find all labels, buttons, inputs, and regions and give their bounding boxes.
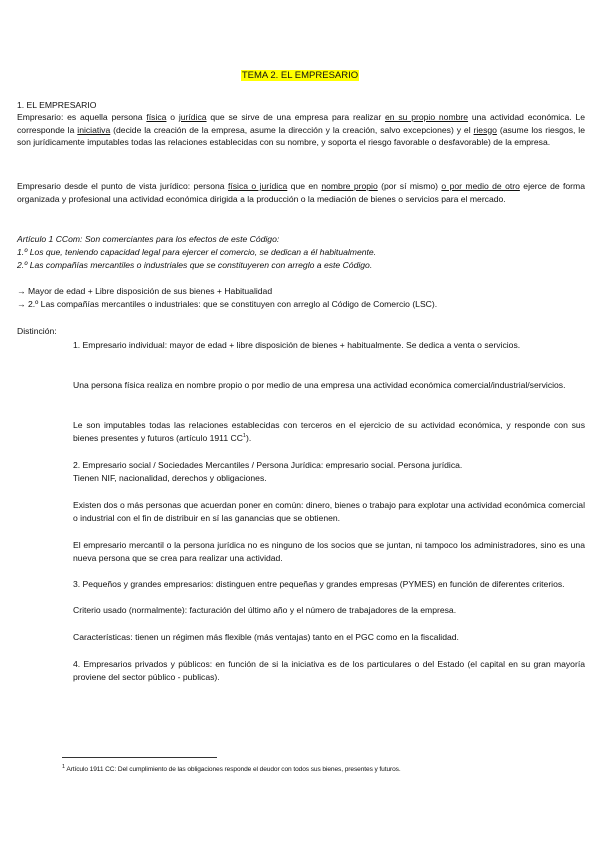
list-item: El empresario mercantil o la persona jurídica no es ninguno de los socios que se juntan, ni tampoco los administradores, sino es una nueva persona que se crea para realizar una actividad. — [73, 540, 585, 563]
list-item: 3. Pequeños y grandes empresarios: distinguen entre pequeñas y grandes empresas (PYMES) en función de diferentes criterios. — [73, 579, 565, 589]
articulo-line-2: 2.º Las compañías mercantiles o industriales que se constituyeren con arreglo a este Código. — [17, 260, 373, 270]
articulo-line-1: 1.º Los que, teniendo capacidad legal para ejercer el comercio, se dedican a él habitualmente. — [17, 247, 377, 257]
section-heading: 1. EL EMPRESARIO — [17, 100, 97, 110]
list-item: 4. Empresarios privados y públicos: en función de si la iniciativa es de los particulares o del Estado (el capital en su gran mayoría proviene del sector público - publicas). — [73, 659, 585, 682]
list-item: Criterio usado (normalmente): facturación del último año y el número de trabajadores de la empresa. — [73, 605, 457, 615]
list-item: Tienen NIF, nacionalidad, derechos y obligaciones. — [73, 473, 267, 483]
list-item: Existen dos o más personas que acuerdan poner en común: dinero, bienes o trabajo para explotar una actividad económica comercial o industrial con el fin de distribuir en sí las ganancias que se obtienen. — [73, 500, 585, 523]
articulo-head: Artículo 1 CCom: Son comerciantes para los efectos de este Código: — [17, 234, 280, 244]
paragraph-empresario: Empresario: es aquella persona física o jurídica que se sirve de una empresa para realizar en su propio nombre una actividad económica. Le corresponde la iniciativa (decide la creación de la empresa, asume la dirección y la creación, salvo excepciones) y el riesgo (asume los riesgos, le son jurídicamente imputables todas las relaciones establecidas con su nombre, y soporta el riesgo favorable o desfavorable) de la empresa. — [17, 112, 586, 148]
paragraph-juridico: Empresario desde el punto de vista jurídico: persona física o jurídica que en nombre propio (por sí mismo) o por medio de otro ejerce de forma organizada y profesional una actividad económica dirigida a la producción o la mediación de bienes o servicios para el mercado. — [17, 181, 585, 204]
arrow-line-1: → Mayor de edad + Libre disposición de sus bienes + Habitualidad — [17, 286, 273, 296]
footnote: $^1$ Artículo 1911 CC: Del cumplimiento de las obligaciones responde el deudor con todos sus bienes, presentes y futuros. — [62, 763, 401, 773]
footnote-divider — [62, 757, 217, 758]
arrow-line-2: → 2.º Las compañías mercantiles o industriales: que se constituyen con arreglo al Código de Comercio (LSC). — [17, 299, 438, 309]
footnote-ref[interactable]: 1 — [242, 432, 246, 439]
list-item: Características: tienen un régimen más flexible (más ventajas) tanto en el PGC como en la fiscalidad. — [73, 632, 459, 642]
list-item: Una persona física realiza en nombre propio o por medio de una empresa una actividad económica comercial/industrial/servicios. — [73, 380, 566, 390]
page-title: TEMA 2. EL EMPRESARIO — [241, 70, 359, 81]
list-item: Le son imputables todas las relaciones establecidas con terceros en el ejercicio de su actividad económica, y responde con sus bienes presentes y futuros (artículo 1911 $CC^1$). — [73, 420, 585, 443]
list-item: 1. Empresario individual: mayor de edad + libre disposición de bienes + habitualmente. Se dedica a venta o servicios. — [73, 340, 521, 350]
list-item: 2. Empresario social / Sociedades Mercantiles / Persona Jurídica: empresario social. Persona jurídica. — [73, 460, 463, 470]
distincion-label: Distinción: — [17, 326, 57, 336]
